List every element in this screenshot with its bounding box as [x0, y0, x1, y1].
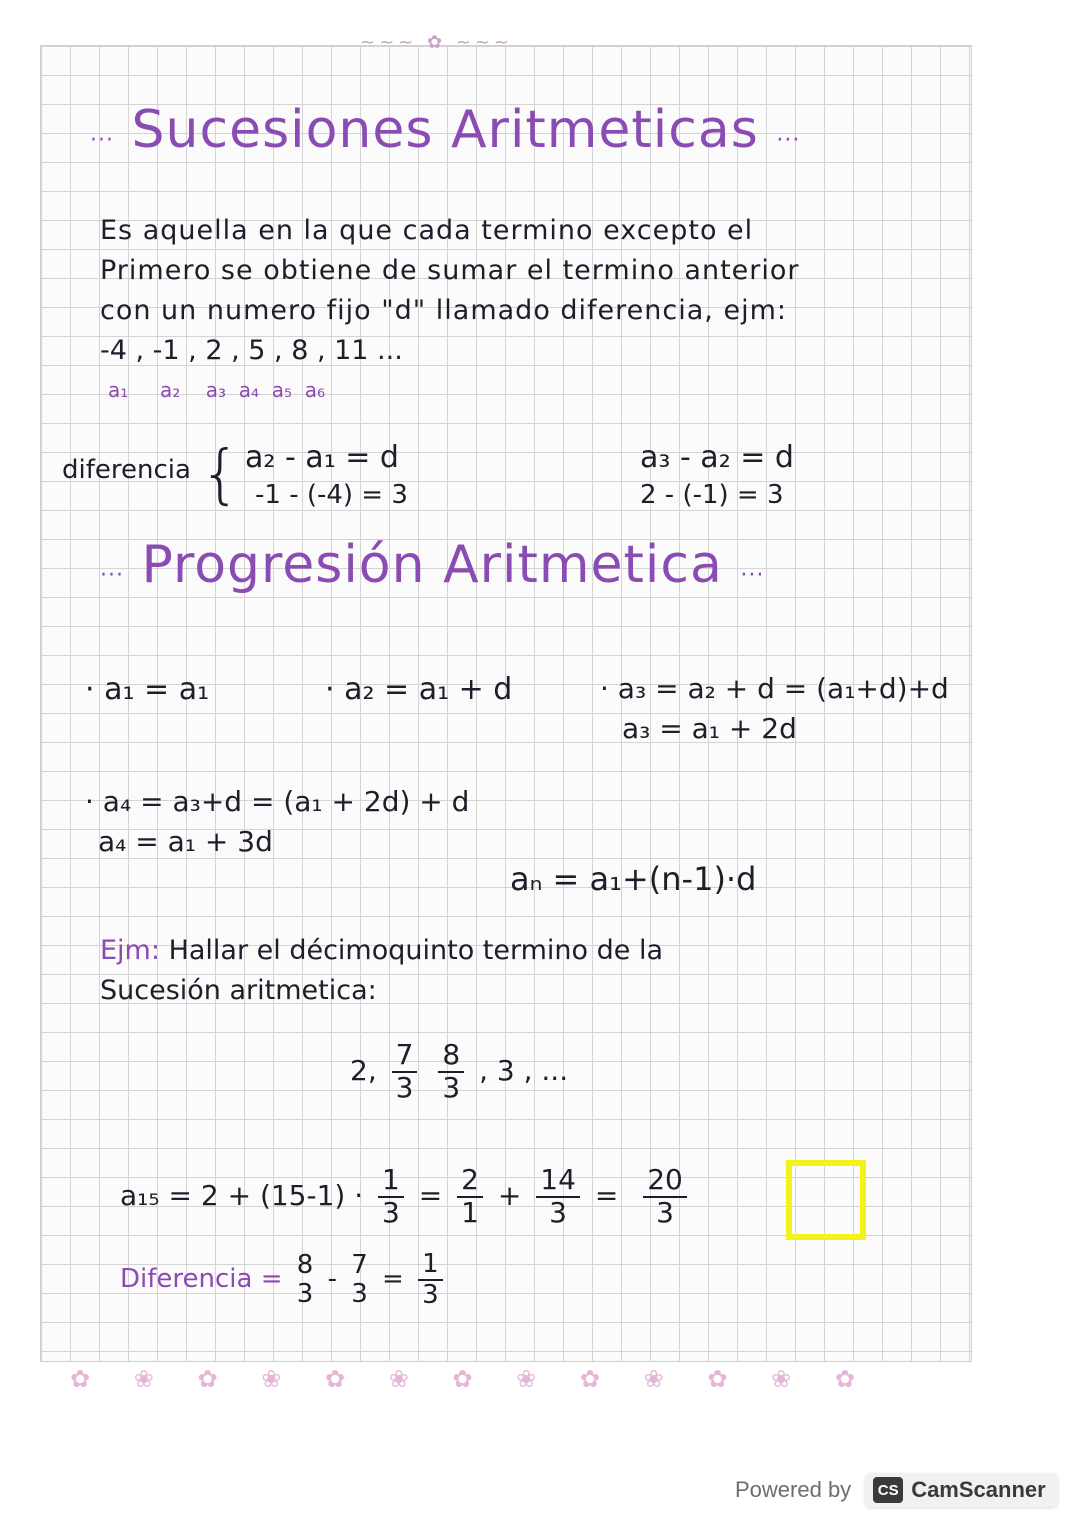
diff-row2-right: 2 - (-1) = 3	[640, 480, 784, 510]
frac-den: 3	[296, 1278, 314, 1309]
frac-den: 3	[442, 1070, 461, 1104]
brace-symbol: {	[200, 438, 241, 512]
example-question: Hallar el décimoquinto termino de la	[168, 935, 664, 966]
camscanner-brand: CamScanner	[911, 1477, 1046, 1502]
title-dots-right: ···	[776, 128, 801, 153]
definition-line-3: con un numero fijo "d" llamado diferencia, ejm:	[100, 295, 787, 326]
frac-den: 3	[351, 1278, 368, 1309]
example-sequence: -4 , -1 , 2 , 5 , 8 , 11 ...	[100, 335, 403, 366]
fraction-1-3	[378, 1165, 404, 1229]
frac-den: 3	[549, 1195, 567, 1229]
title2-dots-left: ···	[100, 563, 124, 588]
camscanner-icon: CS	[873, 1477, 903, 1503]
frac-num: 2	[457, 1165, 483, 1198]
frac-den: 3	[422, 1279, 439, 1310]
title2-text: Progresión Aritmetica	[141, 535, 723, 595]
frac-num: 7	[392, 1040, 418, 1073]
diff-label: Diferencia =	[120, 1264, 283, 1295]
powered-by-text: Powered by	[735, 1477, 852, 1502]
seq-end: , 3 , ...	[479, 1053, 569, 1087]
example-sequence-fractions	[350, 1040, 568, 1104]
fraction-1-3	[418, 1250, 443, 1309]
formula-a4-line1: · a₄ = a₃+d = (a₁ + 2d) + d	[85, 785, 470, 818]
camscanner-watermark	[735, 1468, 1058, 1512]
title-progresion	[100, 535, 764, 595]
frac-num: 14	[536, 1165, 580, 1198]
equals: =	[418, 1178, 443, 1212]
frac-den: 3	[382, 1195, 400, 1229]
formula-a1: · a₁ = a₁	[85, 672, 210, 707]
title-sucesiones	[90, 100, 800, 160]
general-formula: aₙ = a₁+(n-1)·d	[510, 860, 757, 898]
diff-row1-right: a₃ - a₂ = d	[640, 440, 794, 475]
calculation-row	[120, 1165, 693, 1229]
frac-den: 3	[395, 1070, 414, 1104]
formula-a3-line2: a₃ = a₁ + 2d	[622, 712, 797, 745]
diff-row1-left: a₂ - a₁ = d	[245, 440, 399, 475]
formula-a4-line2: a₄ = a₁ + 3d	[98, 825, 273, 858]
fraction-2-1	[457, 1165, 483, 1229]
top-decoration: ~~~ ✿ ~~~	[360, 32, 514, 53]
title2-dots-right: ···	[740, 563, 765, 588]
frac-num: 8	[296, 1250, 314, 1280]
formula-a2: · a₂ = a₁ + d	[325, 672, 513, 707]
frac-num: 1	[378, 1165, 404, 1198]
frac-den: 3	[656, 1195, 674, 1229]
frac-num: 1	[418, 1250, 443, 1281]
equals: =	[382, 1264, 404, 1295]
example-lead: Ejm:	[100, 935, 160, 966]
minus: -	[327, 1264, 337, 1295]
answer-highlight-box	[786, 1160, 866, 1240]
formula-a3-line1: · a₃ = a₂ + d = (a₁+d)+d	[600, 672, 949, 705]
fraction-7-3	[351, 1251, 368, 1308]
fraction-8-3	[297, 1251, 314, 1308]
frac-den: 1	[461, 1195, 479, 1229]
diferencia-label: diferencia	[62, 455, 191, 485]
example-text-line1	[100, 935, 663, 966]
fraction-8-3	[438, 1040, 464, 1104]
definition-line-2: Primero se obtiene de sumar el termino anterior	[100, 255, 800, 286]
title-text: Sucesiones Aritmeticas	[131, 100, 759, 160]
title-dots-left: ···	[90, 128, 114, 153]
definition-line-1: Es aquella en la que cada termino excepto el	[100, 215, 754, 246]
flower-decoration: ✿ ❀ ✿ ❀ ✿ ❀ ✿ ❀ ✿ ❀ ✿ ❀ ✿	[70, 1365, 873, 1393]
diff-row2-left: -1 - (-4) = 3	[255, 480, 408, 510]
fraction-14-3	[536, 1165, 580, 1229]
frac-num: 20	[643, 1165, 687, 1198]
calc-lhs: a₁₅ = 2 + (15-1) ·	[120, 1178, 364, 1212]
frac-num: 7	[351, 1250, 368, 1280]
camscanner-logo	[865, 1473, 1058, 1507]
equals: =	[594, 1178, 619, 1212]
fraction-7-3	[392, 1040, 418, 1104]
plus: +	[497, 1178, 522, 1212]
difference-row	[120, 1250, 449, 1309]
answer-fraction	[643, 1165, 687, 1229]
seq-start: 2,	[350, 1053, 377, 1087]
example-text-line2: Sucesión aritmetica:	[100, 975, 377, 1006]
frac-num: 8	[438, 1040, 464, 1073]
sequence-labels: a₁ a₂ a₃ a₄ a₅ a₆	[108, 378, 326, 402]
